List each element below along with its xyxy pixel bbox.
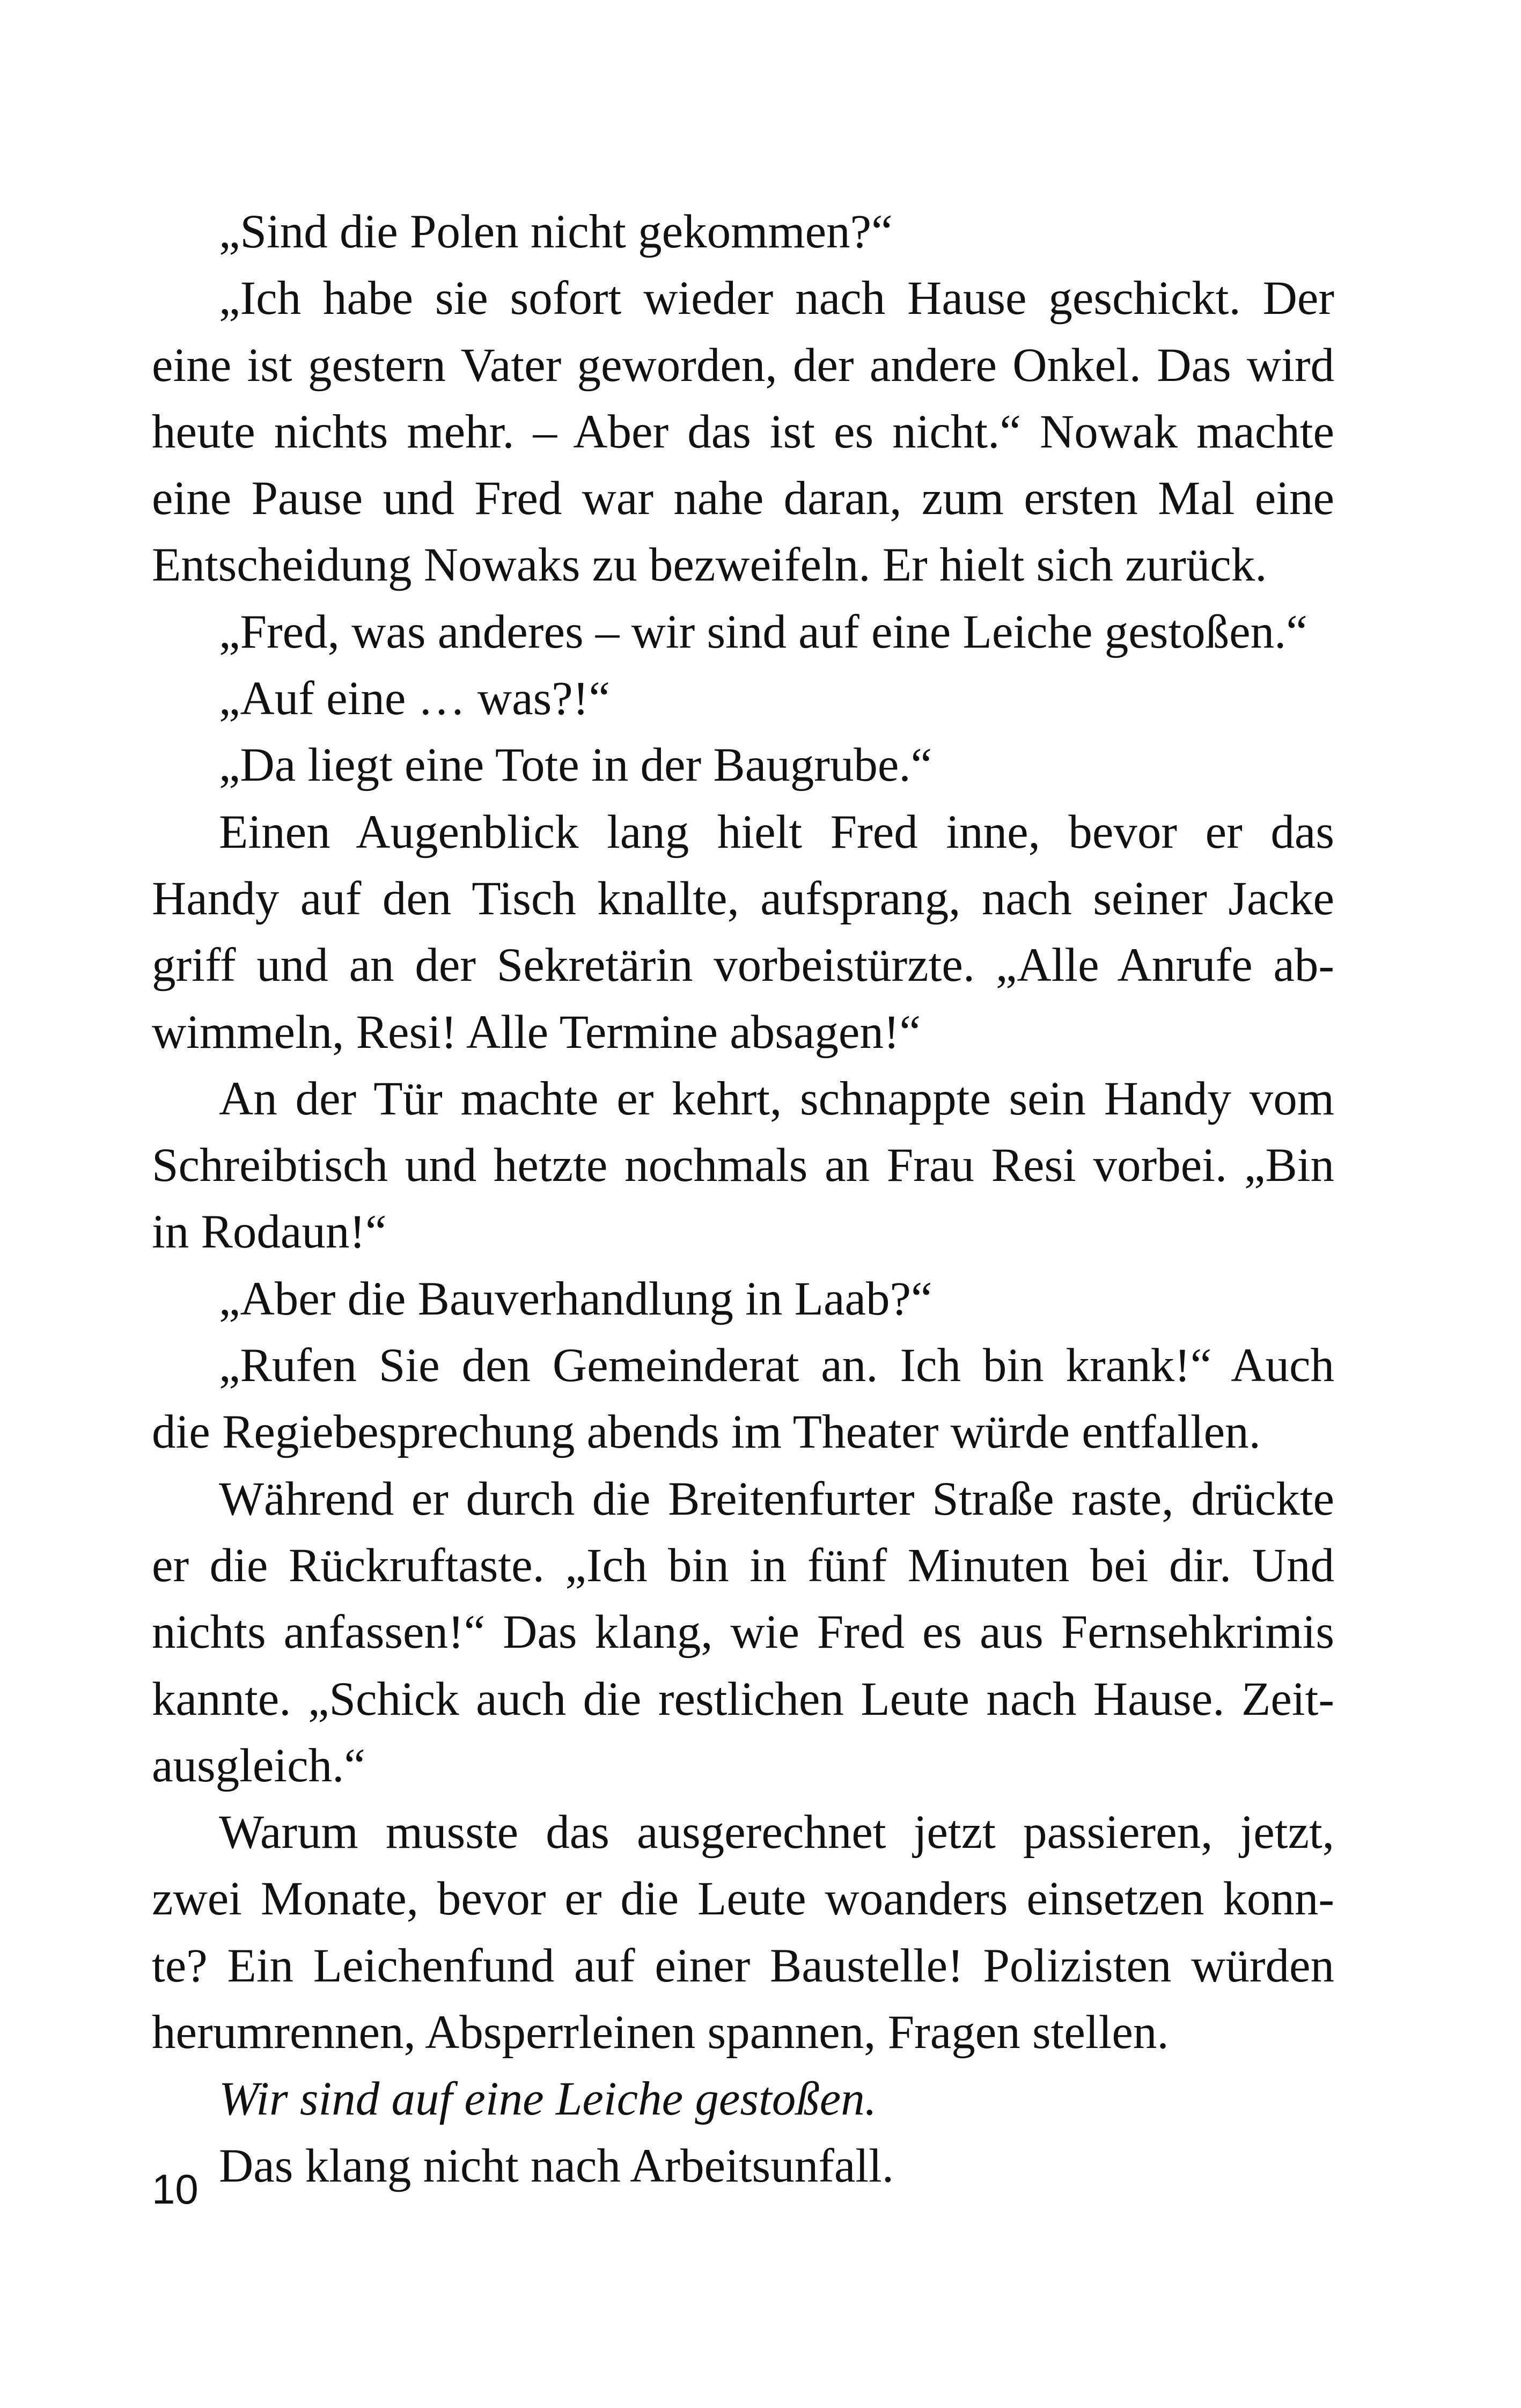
text-line: Entscheidung Nowaks zu bezweifeln. Er hielt sich zurück. <box>152 539 1267 592</box>
body-text <box>152 199 1334 2199</box>
text-line: eine ist gestern Vater geworden, der andere Onkel. Das wird <box>152 339 1334 392</box>
text-line: „Auf eine … was?!“ <box>219 672 610 725</box>
text-line: Handy auf den Tisch knallte, aufsprang, nach seiner Jacke <box>152 872 1334 925</box>
paragraph <box>152 1266 1334 1332</box>
text-line: ausgleich.“ <box>152 1739 365 1792</box>
text-line: heute nichts mehr. – Aber das ist es nicht.“ Nowak machte <box>152 405 1334 458</box>
text-line: griff und an der Sekretärin vorbeistürzte. „Alle Anrufe ab- <box>152 939 1334 992</box>
paragraph <box>152 732 1334 798</box>
paragraph <box>152 1332 1334 1466</box>
paragraph <box>152 599 1334 665</box>
paragraph <box>152 665 1334 732</box>
text-line: „Fred, was anderes – wir sind auf eine Leiche gestoßen.“ <box>219 605 1307 658</box>
text-line: wimmeln, Resi! Alle Termine absagen!“ <box>152 1005 921 1059</box>
text-line: Das klang nicht nach Arbeitsunfall. <box>219 2139 894 2192</box>
text-line: in Rodaun!“ <box>152 1206 387 1259</box>
text-line: „Sind die Polen nicht gekommen?“ <box>219 205 893 258</box>
text-line: herumrennen, Absperrleinen spannen, Fragen stellen. <box>152 2006 1169 2059</box>
page-number: 10 <box>152 2165 199 2213</box>
text-line: „Ich habe sie sofort wieder nach Hause geschickt. Der <box>219 272 1334 325</box>
text-line: „Rufen Sie den Gemeinderat an. Ich bin krank!“ Auch <box>219 1339 1334 1392</box>
text-line: eine Pause und Fred war nahe daran, zum ersten Mal eine <box>152 472 1334 525</box>
paragraph <box>152 799 1334 1066</box>
text-line: Einen Augenblick lang hielt Fred inne, bevor er das <box>219 805 1334 858</box>
paragraph <box>152 2066 1334 2132</box>
text-line: die Regiebesprechung abends im Theater würde entfallen. <box>152 1406 1261 1459</box>
text-line: er die Rückruftaste. „Ich bin in fünf Minuten bei dir. Und <box>152 1539 1334 1592</box>
text-line: nichts anfassen!“ Das klang, wie Fred es aus Fernsehkrimis <box>152 1606 1334 1659</box>
text-line: kannte. „Schick auch die restlichen Leute nach Hause. Zeit- <box>152 1672 1334 1726</box>
paragraph <box>152 265 1334 598</box>
text-line: zwei Monate, bevor er die Leute woanders einsetzen konn- <box>152 1873 1334 1926</box>
paragraph <box>152 2133 1334 2199</box>
text-line: An der Tür machte er kehrt, schnappte sein Handy vom <box>219 1072 1334 1125</box>
paragraph <box>152 1799 1334 2066</box>
text-line: te? Ein Leichenfund auf einer Baustelle! Polizisten würden <box>152 1939 1334 1992</box>
text-line: „Aber die Bauverhandlung in Laab?“ <box>219 1272 932 1325</box>
text-line: „Da liegt eine Tote in der Baugrube.“ <box>219 739 932 792</box>
text-line: Während er durch die Breitenfurter Straße raste, drückte <box>219 1472 1334 1525</box>
text-line: Schreibtisch und hetzte nochmals an Frau Resi vorbei. „Bin <box>152 1139 1334 1192</box>
paragraph <box>152 199 1334 265</box>
text-line: Wir sind auf eine Leiche gestoßen. <box>219 2073 877 2126</box>
paragraph <box>152 1466 1334 1799</box>
paragraph <box>152 1066 1334 1266</box>
text-line: Warum musste das ausgerechnet jetzt passieren, jetzt, <box>219 1806 1334 1859</box>
